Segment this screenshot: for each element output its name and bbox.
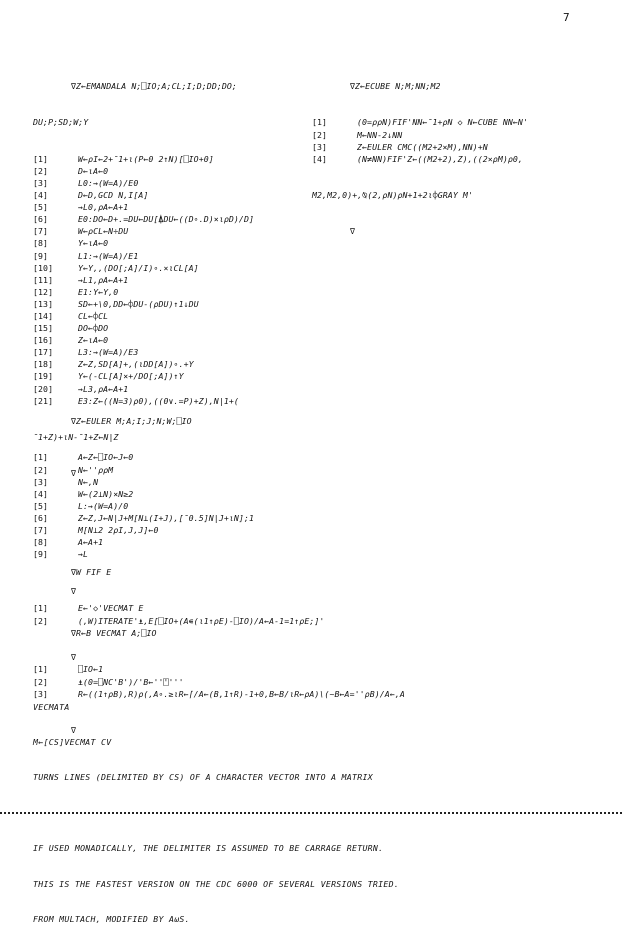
- line-number: [1]: [312, 117, 328, 128]
- code-text: (N≠NN)FIF'Z←((M2+2),Z),((2×ρM)ρ0,: [357, 153, 523, 164]
- code-text: M[N⊥2 2ρI,J,J]←0: [78, 525, 159, 536]
- line-number: [18]: [33, 359, 54, 370]
- code-line: [33, 177, 139, 189]
- line-number: [6]: [33, 512, 49, 523]
- code-line: [33, 464, 114, 476]
- function-header: ∇Z←ECUBE N;M;NN;M2: [350, 81, 441, 92]
- function-header: ∇Z←EMANDALA N;⎕IO;A;CL;I;D;DD;DO;: [71, 81, 237, 92]
- code-line: [33, 451, 134, 463]
- code-text: E3:Z←((N=3)ρ0),((0∨.=P)+Z),N|1+(: [78, 395, 239, 406]
- line-number: [2]: [33, 676, 49, 687]
- code-text: L0:→(W=A)/E0: [78, 177, 139, 188]
- code-text: Y←ιA←0: [78, 238, 109, 249]
- function-end-del: ∇: [71, 724, 77, 735]
- line-number: [13]: [33, 298, 54, 309]
- note-line: TURNS LINES (DELIMITED BY CS) OF A CHARACTER VECTOR INTO A MATRIX: [33, 772, 373, 783]
- line-number: [9]: [33, 250, 49, 261]
- code-text: D←ιA←0: [78, 165, 109, 176]
- code-line: [312, 129, 403, 141]
- code-line: [33, 524, 159, 536]
- code-text: R←((1↑ρB),R)ρ(,A∘.≥ιR←⌈/A←(B,1↑R)-1+0,B←B/ιR←ρA)\(~B←A=''ρB)/A←,A: [78, 688, 405, 699]
- line-number: [17]: [33, 347, 54, 358]
- code-line: [33, 153, 214, 165]
- line-number: [2]: [33, 464, 49, 475]
- code-line: [33, 274, 129, 286]
- line-number: [2]: [312, 129, 328, 140]
- note-line: VECMATA: [33, 701, 70, 712]
- line-number: [11]: [33, 274, 54, 285]
- code-text: →L0,ρA←A+1: [78, 202, 129, 213]
- line-number: [3]: [312, 141, 328, 152]
- line-number: [12]: [33, 286, 54, 297]
- code-text: N←,N: [78, 476, 99, 487]
- code-continuation: M2,M2,0)+,⍉(2,ρN)ρN+1+2ι⌽GRAY M': [312, 190, 473, 201]
- code-line: [33, 334, 109, 346]
- line-number: [5]: [33, 202, 49, 213]
- code-text: Y←Y,,(DO[;A]/I)∘.×ιCL[A]: [78, 262, 199, 273]
- code-text: Z←Z,J←N|J+M[N⊥(I+J),[¯0.5]N|J+ιN];1: [78, 512, 255, 523]
- code-line: [33, 201, 129, 213]
- code-line: [33, 286, 119, 298]
- function-end-del: ∇: [350, 226, 356, 237]
- code-line: [312, 116, 528, 128]
- code-text: CL←⌽CL: [78, 310, 109, 321]
- function-header-continuation: DU;P;SD;W;Y: [33, 117, 89, 128]
- code-line: [33, 488, 134, 500]
- code-text: A←A+1: [78, 537, 104, 548]
- code-text: D←D,GCD N,I[A]: [78, 190, 149, 201]
- code-text: L1:→(W=A)/E1: [78, 250, 139, 261]
- line-number: [7]: [33, 525, 49, 536]
- line-number: [4]: [33, 488, 49, 499]
- line-number: [14]: [33, 310, 54, 321]
- code-text: E0:DO←D+.=DU←DU[⍋DU←((D∘.D)×ιρD)/D]: [78, 214, 255, 225]
- line-number: [3]: [33, 177, 49, 188]
- code-text: M←NN-2↓NN: [357, 129, 403, 140]
- line-number: [21]: [33, 395, 54, 406]
- line-number: [10]: [33, 262, 54, 273]
- code-line: [33, 189, 149, 201]
- code-text: ⍎(0=⎕NC'B')/'B←''⍞''': [78, 676, 184, 687]
- line-number: [19]: [33, 371, 54, 382]
- code-text: (,W)ITERATE'⍎,E[⎕IO+(A∊(ι1↑ρE)-⎕IO)/A←A-1=1↑ρE;]': [78, 615, 325, 626]
- function-header: ∇R←B VECMAT A;⎕IO: [71, 628, 157, 639]
- line-number: [16]: [33, 335, 54, 346]
- code-text: W←ρI←2+¯1+ι(P←0 2↑N)[⎕IO+0]: [78, 153, 214, 164]
- line-number: [2]: [33, 165, 49, 176]
- line-number: [8]: [33, 537, 49, 548]
- line-number: [4]: [33, 190, 49, 201]
- line-number: [7]: [33, 226, 49, 237]
- line-number: [1]: [33, 452, 49, 463]
- code-text: W←ρCL←N÷DU: [78, 226, 129, 237]
- code-line: [312, 141, 488, 153]
- code-text: L:→(W=A)/0: [78, 500, 129, 511]
- code-text: L3:→(W=A)/E3: [78, 347, 139, 358]
- code-line: [33, 370, 184, 382]
- code-text: DO←⌽DO: [78, 323, 109, 334]
- page-number: 7: [563, 11, 570, 24]
- line-number: [3]: [33, 688, 49, 699]
- line-number: [1]: [33, 603, 49, 614]
- note-line: THIS IS THE FASTEST VERSION ON THE CDC 6000 OF SEVERAL VERSIONS TRIED.: [33, 878, 400, 889]
- code-line: [33, 663, 104, 675]
- code-line: [33, 213, 255, 225]
- function-header: ∇W FIF E: [71, 567, 112, 578]
- code-line: [33, 476, 99, 488]
- code-line: [33, 298, 199, 310]
- code-line: [312, 153, 523, 165]
- vecmat-notes: [33, 678, 399, 938]
- line-number: [5]: [33, 500, 49, 511]
- code-line: [33, 346, 139, 358]
- code-text: N←''ρρM: [78, 464, 114, 475]
- code-text: ⎕IO←1: [78, 664, 104, 675]
- code-line: [33, 165, 109, 177]
- function-end-del: ∇: [71, 468, 77, 479]
- function-end-del: ∇: [71, 585, 77, 596]
- line-number: [20]: [33, 383, 54, 394]
- code-line: [33, 322, 109, 334]
- code-text: →L1,ρA←A+1: [78, 274, 129, 285]
- line-number: [4]: [312, 153, 328, 164]
- code-line: [33, 262, 199, 274]
- line-number: [6]: [33, 214, 49, 225]
- note-line: IF USED MONADICALLY, THE DELIMITER IS ASSUMED TO BE CARRAGE RETURN.: [33, 843, 384, 854]
- code-text: (0=ρρN)FIF'NN←¯1+ρN ◇ N←CUBE NN←N': [357, 117, 528, 128]
- code-text: A←Z←⎕IO←J←0: [78, 452, 134, 463]
- code-text: SD←+\0,DD←⌽DU-(ρDU)↑1↓DU: [78, 298, 199, 309]
- code-text: →L3,ρA←A+1: [78, 383, 129, 394]
- line-number: [8]: [33, 238, 49, 249]
- code-text: Z←EULER CMC((M2+2×M),NN)+N: [357, 141, 488, 152]
- code-line: [33, 250, 139, 262]
- code-line: [33, 512, 255, 524]
- note-line: FROM MULTACH, MODIFIED BY AωS.: [33, 913, 190, 924]
- line-number: [1]: [33, 153, 49, 164]
- code-text: Z←Z,SD[A]+,(ιDD[A])∘.+Y: [78, 359, 194, 370]
- function-header: ∇Z←EULER M;A;I;J;N;W;⎕IO: [71, 416, 192, 427]
- code-text: →L: [78, 549, 89, 560]
- line-number: [9]: [33, 549, 49, 560]
- code-text: E1:Y←Y,0: [78, 286, 119, 297]
- line-number: [3]: [33, 476, 49, 487]
- line-number: [15]: [33, 323, 54, 334]
- ecube-listing: [312, 56, 528, 250]
- code-line: [33, 310, 109, 322]
- code-text: E←'◇'VECMAT E: [78, 603, 144, 614]
- code-line: [33, 225, 129, 237]
- code-text: Z←ιA←0: [78, 335, 109, 346]
- code-continuation: ¯1+Z)+ιN-¯1+Z←N|Z: [33, 431, 119, 442]
- code-line: [33, 500, 129, 512]
- line-number: [2]: [33, 615, 49, 626]
- code-text: W←(2⊥N)×N≥2: [78, 488, 134, 499]
- code-line: [33, 358, 194, 370]
- function-end-del: ∇: [71, 651, 77, 662]
- note-line: M←[CS]VECMAT CV: [33, 736, 112, 747]
- code-line: [33, 237, 109, 249]
- code-text: Y←(-CL[A]×+/DO[;A])↑Y: [78, 371, 184, 382]
- line-number: [1]: [33, 664, 49, 675]
- page-bottom-edge: [0, 812, 624, 814]
